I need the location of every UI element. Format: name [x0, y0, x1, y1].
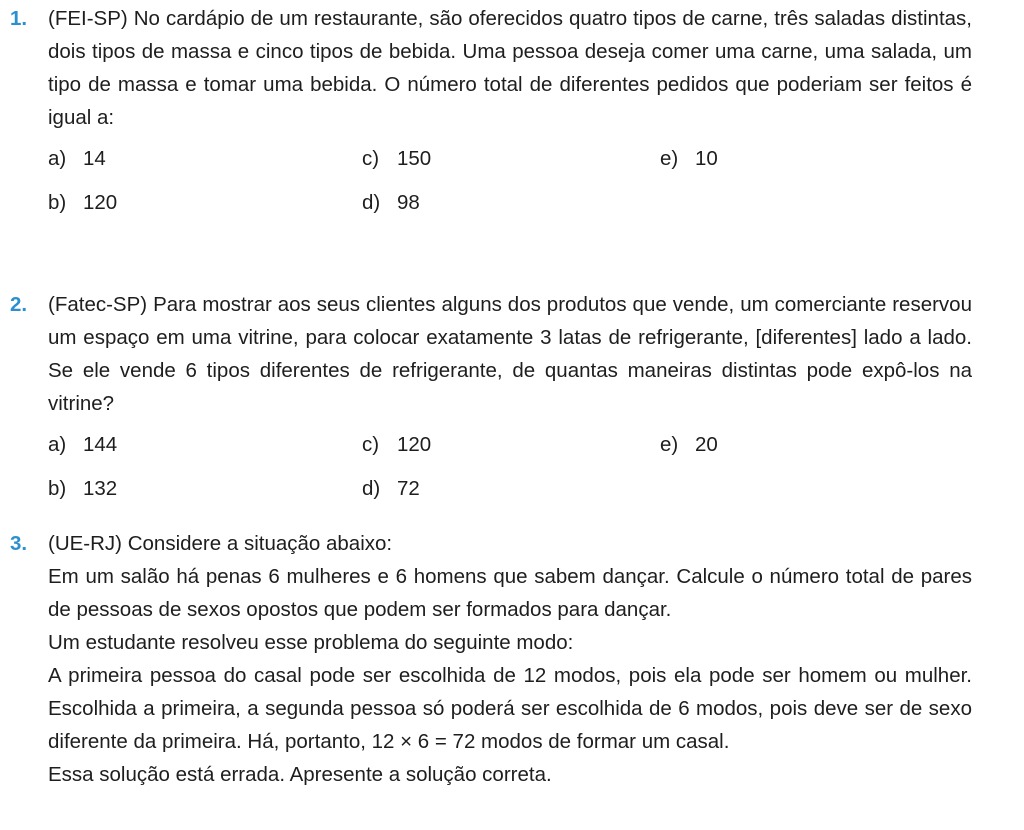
- instruction-paragraph: Essa solução está errada. Apresente a solução correta.: [48, 763, 552, 786]
- question-text: [48, 525, 972, 791]
- question-number: 2.: [10, 293, 28, 316]
- option-c: c) 150: [362, 147, 432, 170]
- question-number: 3.: [10, 532, 28, 555]
- question-number: 1.: [10, 7, 28, 30]
- situation-paragraph: Em um salão há penas 6 mulheres e 6 homens que sabem dançar. Calcule o número total de pares de pessoas de sexos opostos que podem ser formados para dançar.: [48, 565, 972, 621]
- student-solution-paragraph: A primeira pessoa do casal pode ser escolhida de 12 modos, pois ela pode ser homem ou mulher. Escolhida a primeira, a segunda pessoa só poderá ser escolhida de 6 modos, pois deve ser de sexo diferente da primeira. Há, portanto, 12 × 6 = 72 modos de formar um casal.: [48, 664, 972, 753]
- question-statement: Considere a situação abaixo:: [127, 532, 393, 555]
- question-statement: No cardápio de um restaurante, são oferecidos quatro tipos de carne, três saladas distintas, dois tipos de massa e cinco tipos de bebida. Uma pessoa deseja comer uma carne, uma salada, um tipo de massa e tomar uma bebida. O número total de diferentes pedidos que poderiam ser feitos é igual a:: [48, 7, 972, 129]
- question-1: [0, 0, 1024, 230]
- option-d: d) 72: [362, 477, 420, 500]
- answer-options: [48, 142, 972, 230]
- option-e: e) 10: [660, 147, 718, 170]
- option-a: a) 14: [48, 147, 106, 170]
- question-text: [48, 286, 972, 420]
- answer-options: [48, 428, 972, 516]
- question-statement: Para mostrar aos seus clientes alguns dos produtos que vende, um comerciante reservou um espaço em uma vitrine, para colocar exatamente 3 latas de refrigerante, [diferentes] lado a lado. Se ele vende 6 tipos diferentes de refrigerante, de quantas maneiras distintas pode expô-los na vitrine?: [48, 293, 972, 415]
- question-2: [0, 286, 1024, 516]
- option-c: c) 120: [362, 433, 432, 456]
- option-b: b) 132: [48, 477, 118, 500]
- question-3: [0, 525, 1024, 791]
- option-b: b) 120: [48, 191, 118, 214]
- option-a: a) 144: [48, 433, 118, 456]
- student-intro-paragraph: Um estudante resolveu esse problema do seguinte modo:: [48, 631, 574, 654]
- question-source: (FEI-SP): [48, 7, 128, 30]
- option-d: d) 98: [362, 191, 420, 214]
- option-e: e) 20: [660, 433, 718, 456]
- question-source: (Fatec-SP): [48, 293, 148, 316]
- question-text: [48, 0, 972, 134]
- question-source: (UE-RJ): [48, 532, 123, 555]
